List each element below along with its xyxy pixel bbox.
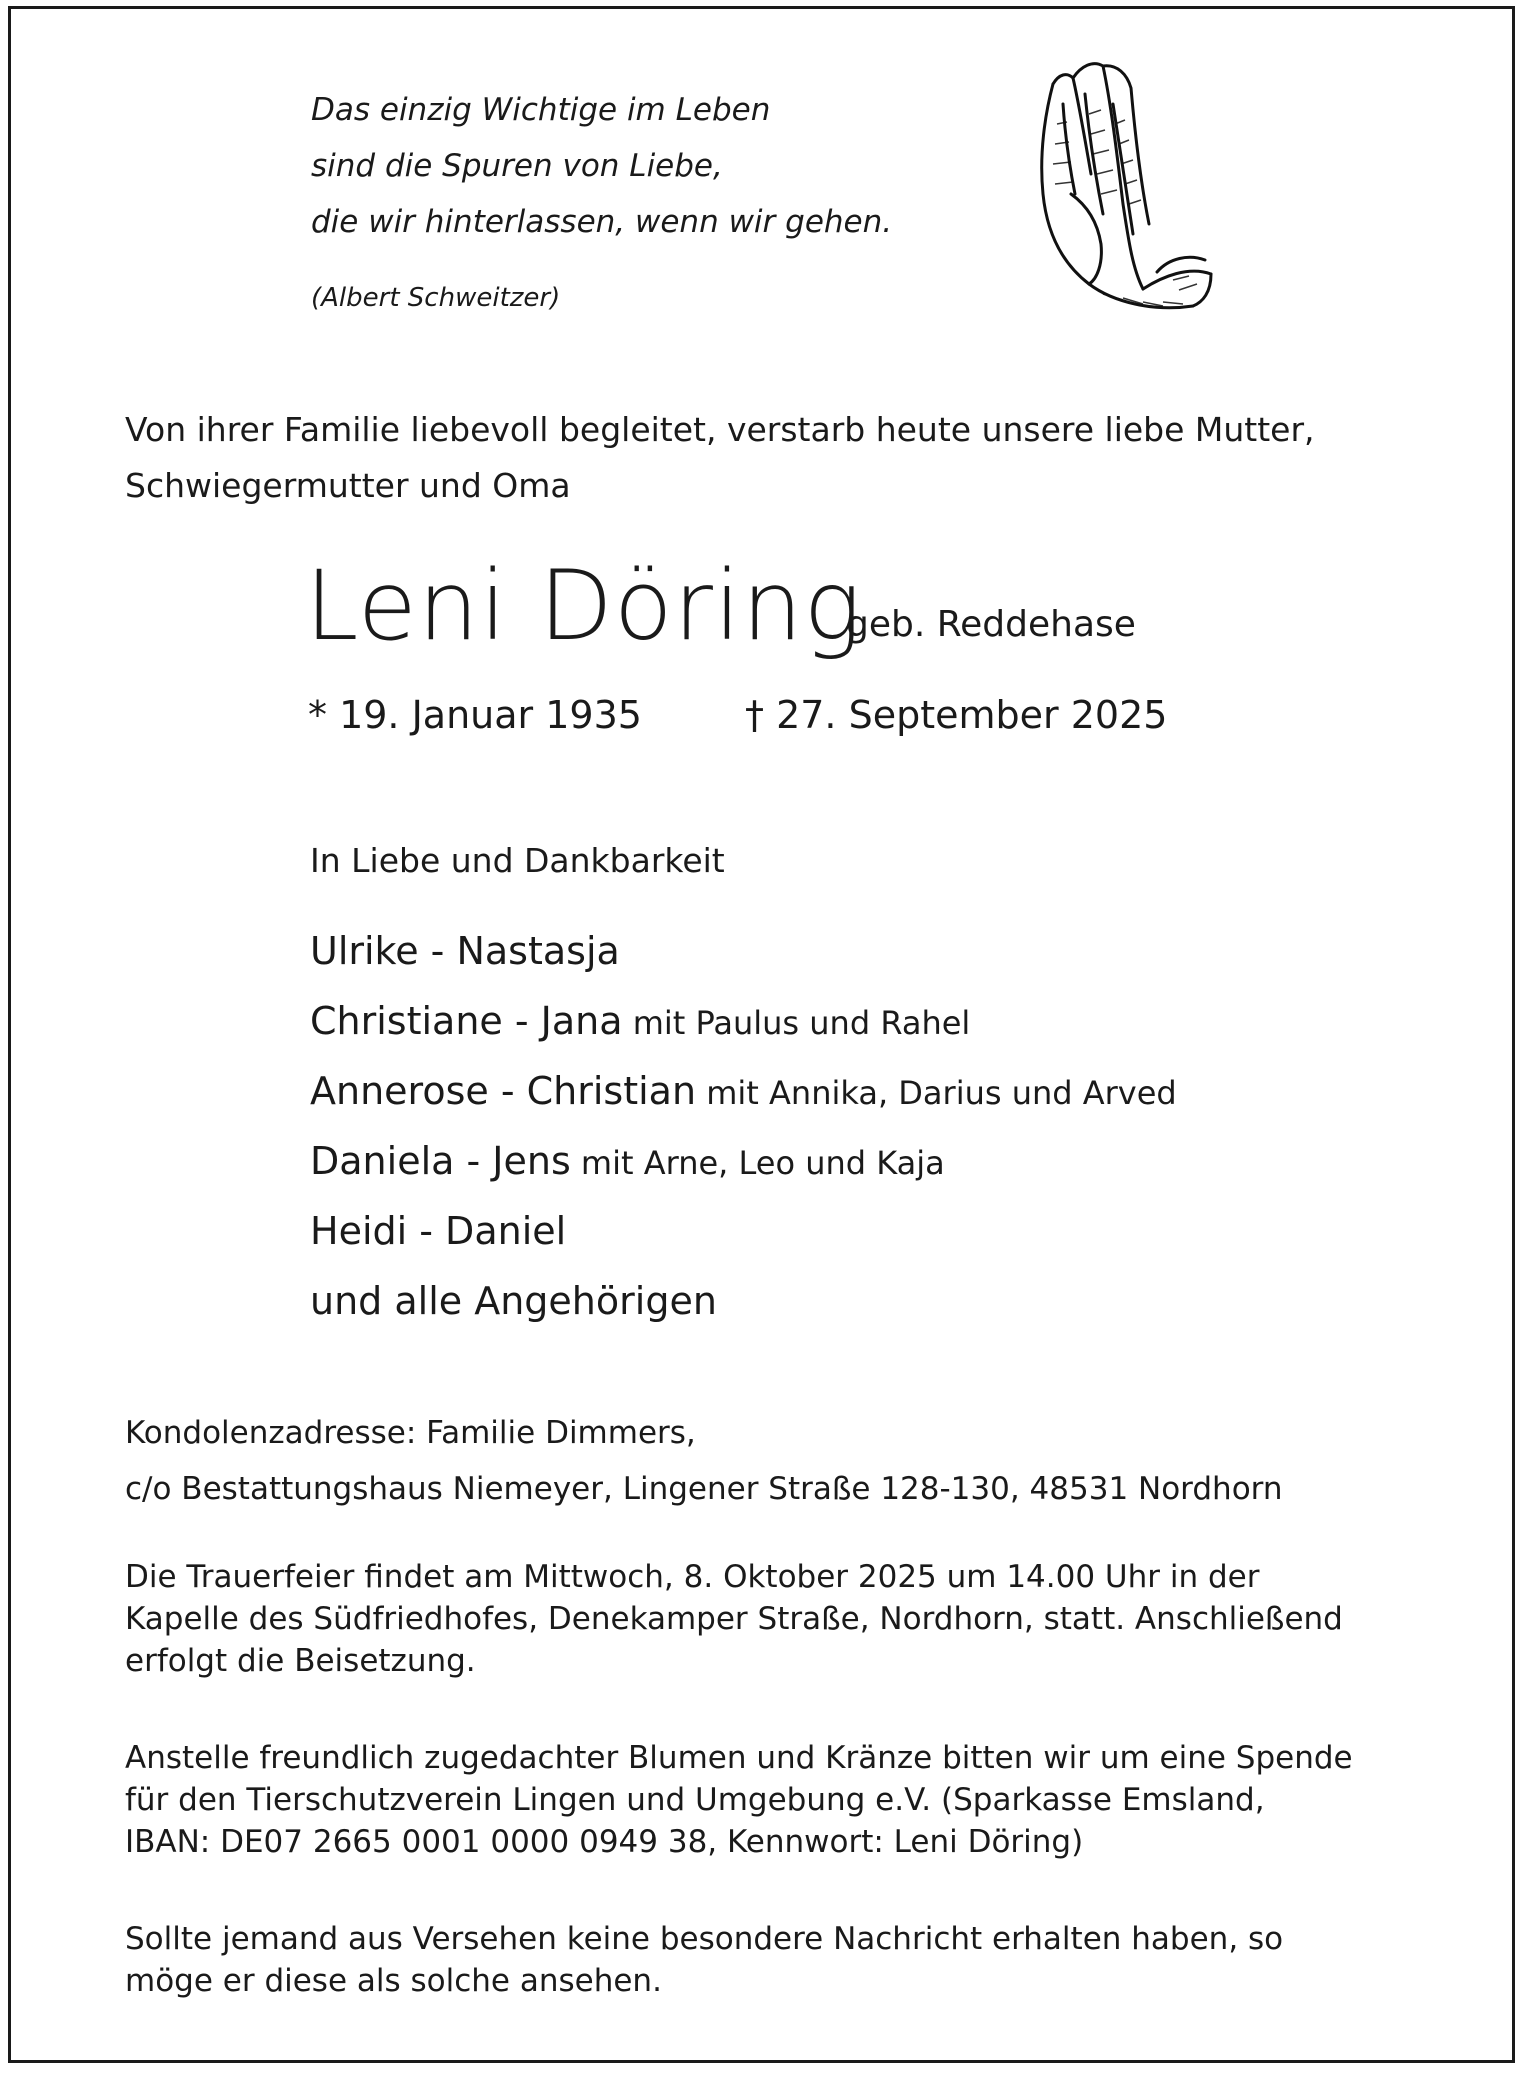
mourner-entry — [310, 1197, 1177, 1267]
mourner-entry — [310, 917, 1177, 987]
quote-line: die wir hinterlassen, wenn wir gehen. — [311, 204, 893, 240]
funeral-line: Die Trauerfeier findet am Mittwoch, 8. Oktober 2025 um 14.00 Uhr in der — [125, 1559, 1260, 1595]
donation-line: für den Tierschutzverein Lingen und Umgebung e.V. (Sparkasse Emsland, — [125, 1782, 1265, 1818]
notice-line: Sollte jemand aus Versehen keine besondere Nachricht erhalten haben, so — [125, 1921, 1284, 1957]
mourner-entry — [310, 987, 1177, 1057]
intro-line: Von ihrer Familie liebevoll begleitet, verstarb heute unsere liebe Mutter, — [125, 410, 1315, 449]
praying-hands-icon — [993, 44, 1225, 332]
donation-info — [125, 1737, 1415, 1863]
death-date: † 27. September 2025 — [745, 693, 1168, 737]
mourner-main: Heidi - Daniel — [310, 1209, 567, 1253]
mourner-sub: mit Annika, Darius und Arved — [696, 1074, 1177, 1112]
funeral-line: erfolgt die Beisetzung. — [125, 1643, 476, 1679]
mourner-main: und alle Angehörigen — [310, 1279, 717, 1323]
mourner-main: Christiane - Jana — [310, 999, 623, 1043]
mourner-sub: mit Paulus und Rahel — [622, 1004, 971, 1042]
donation-line: Anstelle freundlich zugedachter Blumen und Kränze bitten wir um eine Spende — [125, 1740, 1353, 1776]
mourner-entry — [310, 1127, 1177, 1197]
quote-line: Das einzig Wichtige im Leben — [311, 92, 771, 128]
quote-line: sind die Spuren von Liebe, — [311, 148, 723, 184]
maiden-name: geb. Reddehase — [846, 604, 1136, 645]
intro-line: Schwiegermutter und Oma — [125, 466, 571, 505]
donation-line: IBAN: DE07 2665 0001 0000 0949 38, Kennwort: Leni Döring) — [125, 1824, 1084, 1860]
condolence-line: Kondolenzadresse: Familie Dimmers, — [125, 1415, 696, 1451]
quote — [311, 82, 892, 250]
mourners-list — [310, 917, 1177, 1337]
mourner-main: Ulrike - Nastasja — [310, 929, 620, 973]
mourner-main: Daniela - Jens — [310, 1139, 571, 1183]
funeral-info — [125, 1556, 1415, 1682]
intro-text — [125, 402, 1315, 514]
funeral-line: Kapelle des Südfriedhofes, Denekamper Straße, Nordhorn, statt. Anschließend — [125, 1601, 1343, 1637]
notice-line: möge er diese als solche ansehen. — [125, 1963, 662, 1999]
birth-date: * 19. Januar 1935 — [308, 693, 642, 737]
deceased-name: Leni Döring — [305, 550, 863, 662]
mourner-entry — [310, 1267, 1177, 1337]
condolence-address — [125, 1405, 1283, 1517]
quote-author: (Albert Schweitzer) — [311, 283, 561, 313]
condolence-line: c/o Bestattungshaus Niemeyer, Lingener Straße 128-130, 48531 Nordhorn — [125, 1471, 1283, 1507]
mourner-sub: mit Arne, Leo und Kaja — [570, 1144, 945, 1182]
mourner-entry — [310, 1057, 1177, 1127]
mourner-main: Annerose - Christian — [310, 1069, 697, 1113]
notice-text — [125, 1918, 1415, 2002]
mourners-heading: In Liebe und Dankbarkeit — [310, 841, 725, 880]
